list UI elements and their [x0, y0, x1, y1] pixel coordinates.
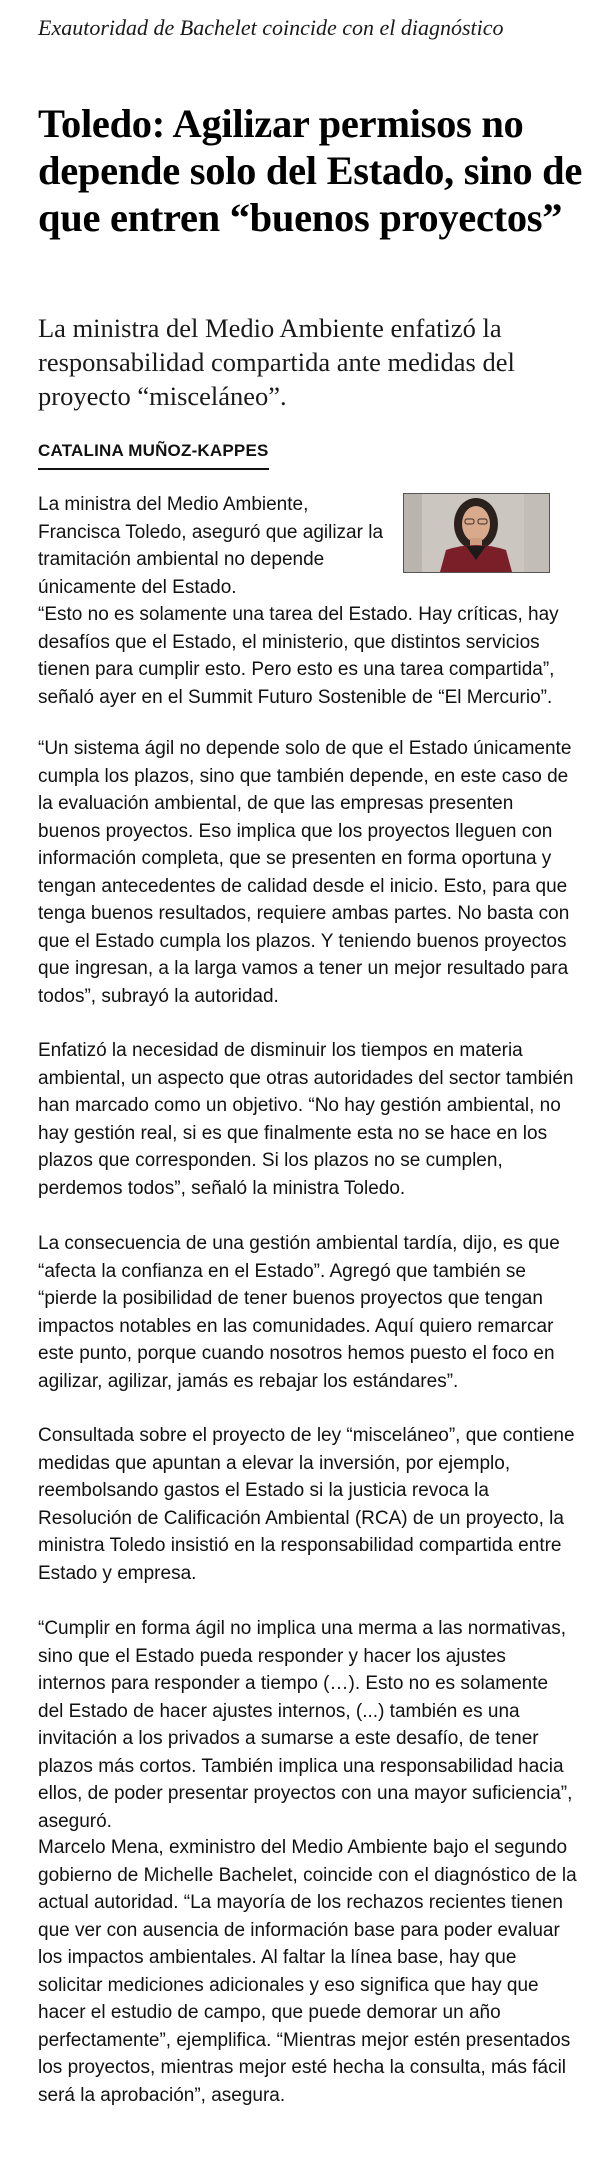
- minister-photo: [403, 493, 550, 573]
- lead-paragraph-part-1: La ministra del Medio Ambiente, Francisca Toledo, aseguró que agilizar la tramitación ambiental no depende únicamente del Estado.: [38, 494, 384, 598]
- article-deck: La ministra del Medio Ambiente enfatizó la responsabilidad compartida ante medidas del proyecto “misceláneo”.: [38, 313, 515, 411]
- body-paragraph: “Cumplir en forma ágil no implica una merma a las normativas, sino que el Estado pueda responder y hacer los ajustes internos para responder a tiempo (…). Esto no es solamente del Estado de hacer ajustes internos, (...) también es una invitación a los privados a sumarse a este desafío, de tener plazos más cortos. También implica una responsabilidad hacia ellos, de poder presentar proyectos con una mayor suficiencia”, aseguró.: [38, 1618, 573, 1832]
- person-portrait-image: [404, 494, 549, 572]
- article-headline: Toledo: Agilizar permisos no depende solo del Estado, sino de que entren “buenos proyectos”: [38, 101, 583, 240]
- lead-paragraph-part-2: “Esto no es solamente una tarea del Estado. Hay críticas, hay desafíos que el Estado, el ministerio, que distintos servicios tienen para cumplir esto. Pero esto es una tarea compartida”, señaló ayer en el Summit Futuro Sostenible de “El Mercurio”.: [38, 604, 559, 708]
- body-paragraph: “Un sistema ágil no depende solo de que el Estado únicamente cumpla los plazos, sino que también depende, en este caso de la evaluación ambiental, de que las empresas presenten buenos proyectos. Eso implica que los proyectos lleguen con información completa, que se presenten en forma oportuna y tengan antecedentes de calidad desde el inicio. Esto, para que tenga buenos resultados, requiere ambas partes. No basta con que el Estado cumpla los plazos. Y teniendo buenos proyectos que ingresan, a la larga vamos a tener un mejor resultado para todos”, subrayó la autoridad.: [38, 738, 572, 1007]
- body-paragraph: La consecuencia de una gestión ambiental tardía, dijo, es que “afecta la confianza en el Estado”. Agregó que también se “pierde la posibilidad de tener buenos proyectos que tengan impactos notables en las comunidades. Aquí quiero remarcar este punto, porque cuando nosotros hemos puesto el foco en agilizar, agilizar, jamás es rebajar los estándares”.: [38, 1233, 560, 1392]
- body-paragraph: Marcelo Mena, exministro del Medio Ambiente bajo el segundo gobierno de Michelle Bachelet, coincide con el diagnóstico de la actual autoridad. “La mayoría de los rechazos recientes tienen que ver con ausencia de información base para poder evaluar los impactos ambientales. Al faltar la línea base, hay que solicitar mediciones adicionales y eso significa que hay que hacer el estudio de campo, que puede demorar un año perfectamente”, ejemplifica. “Mientras mejor estén presentados los proyectos, mientras mejor esté hecha la consulta, más fácil será la aprobación”, asegura.: [38, 1837, 577, 2106]
- body-paragraph: Consultada sobre el proyecto de ley “misceláneo”, que contiene medidas que apuntan a elevar la inversión, por ejemplo, reembolsando gastos el Estado si la justicia revoca la Resolución de Calificación Ambiental (RCA) de un proyecto, la ministra Toledo insistió en la responsabilidad compartida entre Estado y empresa.: [38, 1425, 575, 1584]
- article-kicker: Exautoridad de Bachelet coincide con el diagnóstico: [38, 15, 504, 40]
- body-paragraph: Enfatizó la necesidad de disminuir los tiempos en materia ambiental, un aspecto que otras autoridades del sector también han marcado como un objetivo. “No hay gestión ambiental, no hay gestión real, si es que finalmente esta no se hace en los plazos que corresponden. Si los plazos no se cumplen, perdemos todos”, señaló la ministra Toledo.: [38, 1040, 574, 1199]
- article-byline: CATALINA MUÑOZ-KAPPES: [38, 440, 269, 470]
